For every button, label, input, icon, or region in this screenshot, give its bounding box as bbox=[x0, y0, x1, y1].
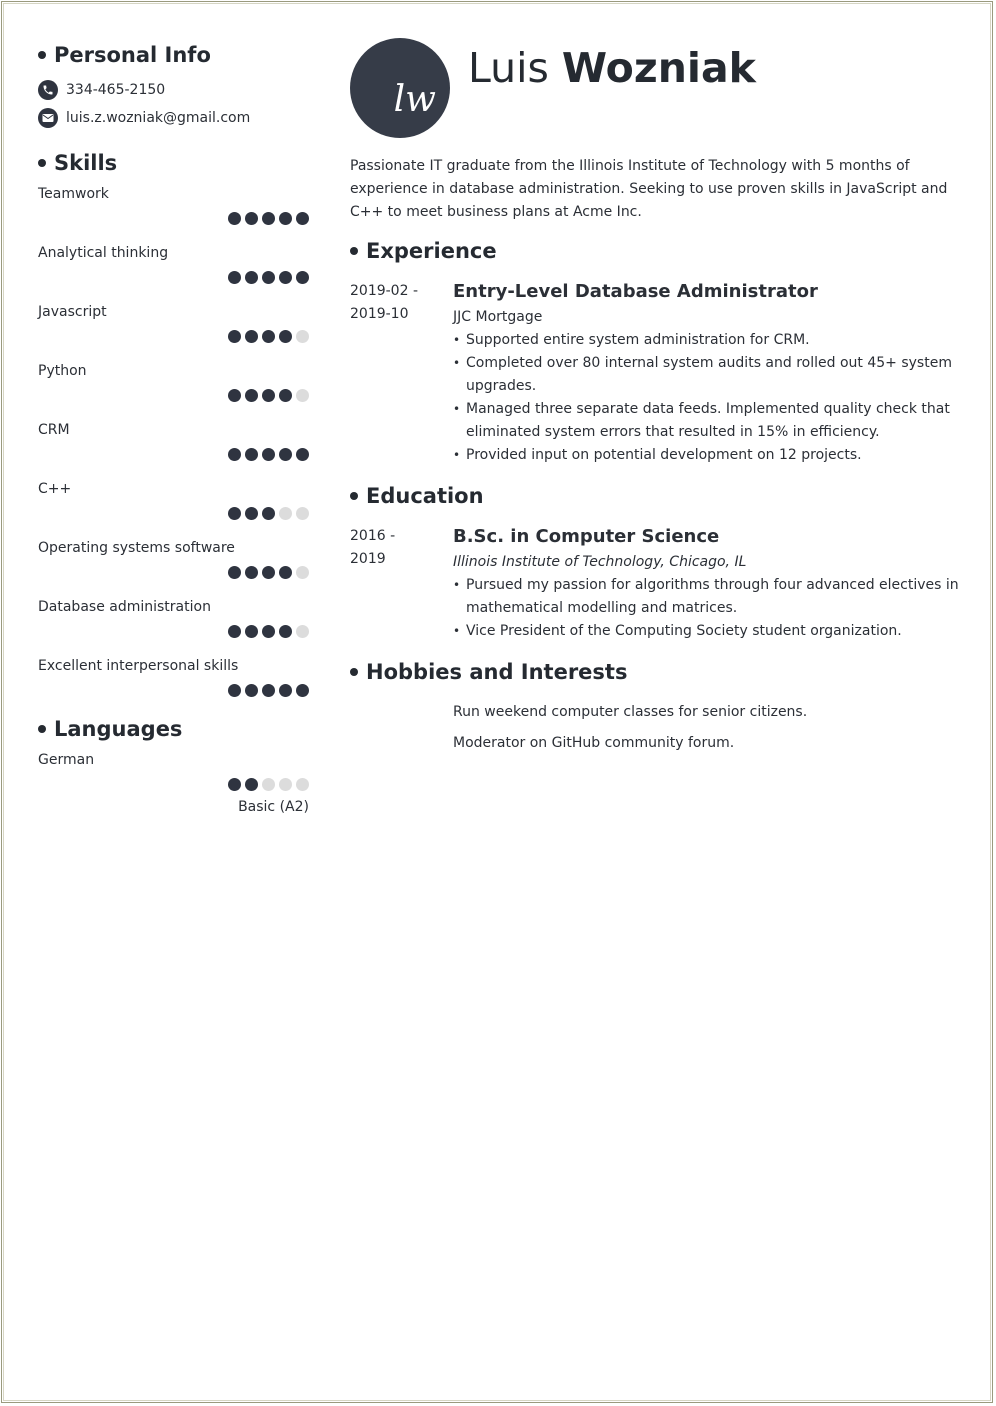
skill-item bbox=[38, 363, 309, 422]
bullet-item: • Vice President of the Computing Society student organization. bbox=[453, 620, 960, 643]
rating-dot-filled bbox=[245, 212, 258, 225]
rating-dot-filled bbox=[262, 625, 275, 638]
rating-dot-empty bbox=[279, 507, 292, 520]
first-name: Luis bbox=[468, 44, 549, 92]
bullet-item: • Completed over 80 internal system audits and rolled out 45+ system upgrades. bbox=[453, 352, 960, 398]
last-name: Wozniak bbox=[561, 44, 756, 92]
skill-name: Teamwork bbox=[38, 186, 109, 202]
hobbies-section bbox=[350, 657, 960, 755]
initials-avatar: lw bbox=[350, 38, 450, 138]
rating-dot-filled bbox=[262, 566, 275, 579]
rating-dot-filled bbox=[279, 271, 292, 284]
rating-dots bbox=[224, 684, 309, 697]
hobbies-heading: Hobbies and Interests bbox=[350, 657, 960, 687]
rating-dots bbox=[224, 507, 309, 520]
skill-name: Analytical thinking bbox=[38, 245, 169, 261]
rating-dot-filled bbox=[245, 778, 258, 791]
rating-dot-empty bbox=[262, 778, 275, 791]
rating-dot-filled bbox=[296, 684, 309, 697]
rating-dot-filled bbox=[279, 389, 292, 402]
skill-item bbox=[38, 186, 309, 245]
bullet-icon bbox=[350, 247, 358, 255]
entry-body bbox=[453, 525, 960, 643]
rating-dot-filled bbox=[279, 448, 292, 461]
date-start: 2019-02 - bbox=[350, 283, 418, 299]
education-list bbox=[350, 525, 960, 643]
bullet-icon bbox=[38, 51, 46, 59]
rating-dot-empty bbox=[279, 778, 292, 791]
full-name bbox=[468, 44, 756, 92]
rating-dot-filled bbox=[228, 389, 241, 402]
skill-item bbox=[38, 599, 309, 658]
skill-item bbox=[38, 245, 309, 304]
entry-title: Entry-Level Database Administrator bbox=[453, 281, 818, 302]
rating-dots bbox=[224, 271, 309, 284]
rating-dot-empty bbox=[296, 330, 309, 343]
skill-name: Excellent interpersonal skills bbox=[38, 658, 239, 674]
rating-dot-filled bbox=[228, 448, 241, 461]
skills-heading: Skills bbox=[38, 148, 309, 178]
phone-number: 334-465-2150 bbox=[66, 82, 166, 98]
rating-dot-filled bbox=[262, 389, 275, 402]
education-heading: Education bbox=[350, 481, 960, 511]
rating-dot-empty bbox=[296, 625, 309, 638]
skill-name: Python bbox=[38, 363, 87, 379]
personal-info-heading: Personal Info bbox=[38, 40, 309, 70]
hobbies-list bbox=[453, 701, 960, 755]
rating-dot-filled bbox=[296, 271, 309, 284]
envelope-icon bbox=[38, 108, 58, 128]
rating-dot-filled bbox=[245, 507, 258, 520]
rating-dot-filled bbox=[228, 507, 241, 520]
rating-dot-filled bbox=[228, 684, 241, 697]
bullet-item: • Supported entire system administration for CRM. bbox=[453, 329, 960, 352]
entry-dates bbox=[350, 525, 453, 643]
skill-name: Database administration bbox=[38, 599, 211, 615]
rating-dot-filled bbox=[279, 330, 292, 343]
rating-dot-empty bbox=[296, 566, 309, 579]
rating-dot-filled bbox=[245, 389, 258, 402]
date-end: 2019-10 bbox=[350, 306, 409, 322]
rating-dot-filled bbox=[262, 448, 275, 461]
bullet-icon bbox=[38, 159, 46, 167]
rating-dots bbox=[224, 330, 309, 343]
rating-dot-filled bbox=[228, 778, 241, 791]
rating-dots bbox=[224, 389, 309, 402]
rating-dot-filled bbox=[245, 271, 258, 284]
rating-dot-filled bbox=[245, 625, 258, 638]
entry-organization: JJC Mortgage bbox=[453, 309, 543, 325]
skill-name: Operating systems software bbox=[38, 540, 235, 556]
skill-item bbox=[38, 304, 309, 363]
rating-dot-filled bbox=[262, 684, 275, 697]
rating-dot-empty bbox=[296, 389, 309, 402]
rating-dot-filled bbox=[228, 330, 241, 343]
language-name: German bbox=[38, 752, 95, 768]
rating-dot-filled bbox=[228, 212, 241, 225]
language-level: Basic (A2) bbox=[238, 799, 309, 815]
rating-dot-filled bbox=[228, 566, 241, 579]
rating-dot-filled bbox=[245, 566, 258, 579]
rating-dots bbox=[224, 625, 309, 638]
bullet-icon bbox=[350, 668, 358, 676]
bullet-icon bbox=[350, 492, 358, 500]
skill-item bbox=[38, 422, 309, 481]
rating-dot-filled bbox=[262, 271, 275, 284]
bullet-item: • Provided input on potential development on 12 projects. bbox=[453, 444, 960, 467]
rating-dots bbox=[224, 212, 309, 225]
rating-dot-filled bbox=[262, 212, 275, 225]
hobby-item: Run weekend computer classes for senior citizens. bbox=[453, 704, 808, 720]
entry-dates bbox=[350, 280, 453, 467]
experience-entry bbox=[350, 280, 960, 467]
bullet-item: • Pursued my passion for algorithms through four advanced electives in mathematical modelling and matrices. bbox=[453, 574, 960, 620]
email-row bbox=[38, 108, 309, 128]
rating-dot-filled bbox=[262, 330, 275, 343]
experience-heading: Experience bbox=[350, 236, 960, 266]
rating-dot-filled bbox=[228, 271, 241, 284]
education-section bbox=[350, 481, 960, 643]
rating-dots bbox=[224, 566, 309, 579]
rating-dot-empty bbox=[296, 507, 309, 520]
experience-section bbox=[350, 236, 960, 467]
skill-name: CRM bbox=[38, 422, 70, 438]
skills-list bbox=[38, 186, 309, 717]
experience-list bbox=[350, 280, 960, 467]
skill-item bbox=[38, 481, 309, 540]
date-end: 2019 bbox=[350, 551, 386, 567]
resume-header bbox=[350, 38, 960, 138]
rating-dot-empty bbox=[296, 778, 309, 791]
rating-dot-filled bbox=[228, 625, 241, 638]
rating-dot-filled bbox=[296, 448, 309, 461]
main-content bbox=[350, 38, 960, 763]
date-start: 2016 - bbox=[350, 528, 396, 544]
entry-organization: Illinois Institute of Technology, Chicago, IL bbox=[453, 554, 747, 570]
languages-list bbox=[38, 752, 309, 815]
entry-title: B.Sc. in Computer Science bbox=[453, 526, 720, 547]
rating-dot-filled bbox=[262, 507, 275, 520]
rating-dot-filled bbox=[245, 330, 258, 343]
skill-item bbox=[38, 540, 309, 599]
entry-body bbox=[453, 280, 960, 467]
skill-item bbox=[38, 658, 309, 717]
skill-name: C++ bbox=[38, 481, 72, 497]
rating-dots bbox=[224, 778, 309, 791]
entry-bullets bbox=[453, 329, 960, 467]
rating-dot-filled bbox=[245, 448, 258, 461]
language-item bbox=[38, 752, 309, 797]
bullet-icon bbox=[38, 725, 46, 733]
rating-dot-filled bbox=[279, 684, 292, 697]
rating-dot-filled bbox=[245, 684, 258, 697]
rating-dot-filled bbox=[279, 566, 292, 579]
phone-icon bbox=[38, 80, 58, 100]
profile-summary: Passionate IT graduate from the Illinois Institute of Technology with 5 months of experience in database administration. Seeking to use proven skills in JavaScript and C++ to meet business plans at Acme Inc. bbox=[350, 158, 948, 220]
email-address: luis.z.wozniak@gmail.com bbox=[66, 110, 251, 126]
rating-dots bbox=[224, 448, 309, 461]
bullet-item: • Managed three separate data feeds. Implemented quality check that eliminated system errors that resulted in 15% in efficiency. bbox=[453, 398, 960, 444]
hobby-item: Moderator on GitHub community forum. bbox=[453, 735, 735, 751]
entry-bullets bbox=[453, 574, 960, 643]
skill-name: Javascript bbox=[38, 304, 107, 320]
education-entry bbox=[350, 525, 960, 643]
rating-dot-filled bbox=[279, 212, 292, 225]
languages-heading: Languages bbox=[38, 714, 309, 744]
sidebar bbox=[38, 40, 309, 815]
phone-row bbox=[38, 80, 309, 100]
rating-dot-filled bbox=[296, 212, 309, 225]
rating-dot-filled bbox=[279, 625, 292, 638]
